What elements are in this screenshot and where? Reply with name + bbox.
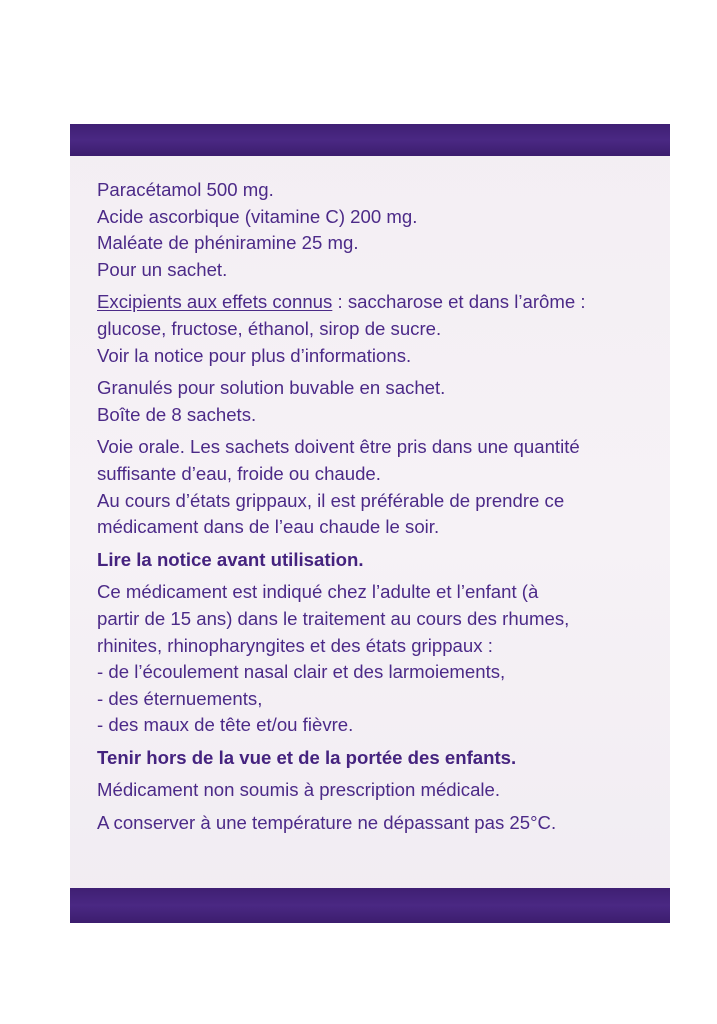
excipients-line: glucose, fructose, éthanol, sirop de sucre. [97, 317, 442, 339]
storage-instructions: A conserver à une température ne dépassant pas 25°C. [97, 812, 557, 834]
prescription-status: Médicament non soumis à prescription médicale. [97, 779, 501, 801]
excipients-rest: : saccharose et dans l’arôme : [332, 291, 586, 313]
usage-section [97, 434, 657, 540]
composition-line: Paracétamol 500 mg. [97, 179, 274, 200]
indication-line: rhinites, rhinopharyngites et des états grippaux : [97, 634, 493, 656]
form-line: Granulés pour solution buvable en sachet. [97, 377, 446, 399]
composition-line: Acide ascorbique (vitamine C) 200 mg. [97, 205, 418, 227]
indication-line: - des éternuements, [97, 687, 263, 709]
excipients-line [97, 289, 657, 316]
excipients-section [97, 289, 657, 369]
usage-line: Au cours d’états grippaux, il est préférable de prendre ce [97, 489, 565, 511]
indication-line: Ce médicament est indiqué chez l’adulte et l’enfant (à [97, 581, 539, 603]
medicine-box-panel [70, 124, 670, 923]
composition-line: Pour un sachet. [97, 258, 228, 280]
composition-section [97, 177, 657, 283]
excipients-line: Voir la notice pour plus d’informations. [97, 344, 412, 366]
form-line: Boîte de 8 sachets. [97, 403, 257, 425]
indication-line: - des maux de tête et/ou fièvre. [97, 714, 354, 736]
excipients-label: Excipients aux effets connus [97, 291, 333, 313]
children-warning: Tenir hors de la vue et de la portée des enfants. [97, 746, 517, 768]
usage-line: médicament dans de l’eau chaude le soir. [97, 516, 440, 538]
top-purple-band [70, 124, 670, 156]
composition-line: Maléate de phéniramine 25 mg. [97, 232, 359, 254]
form-section [97, 375, 657, 428]
bottom-purple-band [70, 888, 670, 923]
indication-line: - de l’écoulement nasal clair et des larmoiements, [97, 661, 506, 683]
indication-section [97, 579, 657, 739]
notice-warning: Lire la notice avant utilisation. [97, 548, 364, 570]
indication-line: partir de 15 ans) dans le traitement au cours des rhumes, [97, 607, 570, 629]
label-text-block [97, 177, 657, 837]
usage-line: suffisante d’eau, froide ou chaude. [97, 462, 381, 484]
usage-line: Voie orale. Les sachets doivent être pris dans une quantité [97, 436, 580, 458]
